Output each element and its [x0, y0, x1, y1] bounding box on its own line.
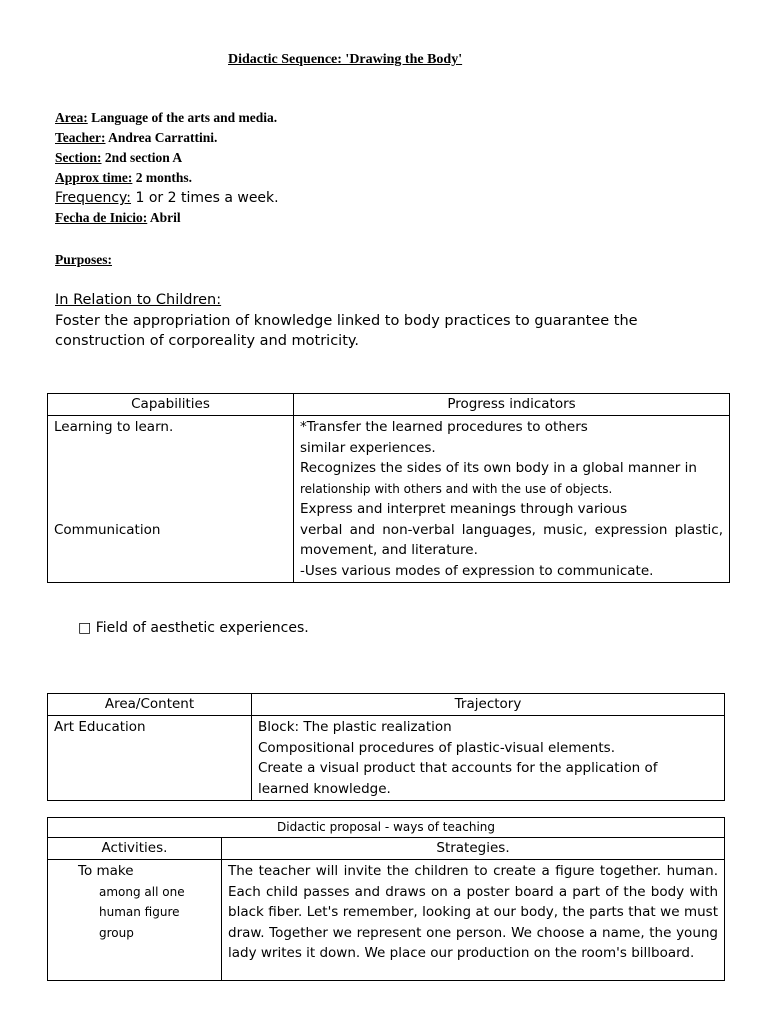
frequency-line: [55, 188, 279, 208]
activities-header: Activities.: [48, 838, 222, 860]
capabilities-cell: [48, 416, 294, 583]
teacher-line: [55, 128, 217, 148]
relation-text: Foster the appropriation of knowledge linked to body practices to guarantee the construction of corporeality and motricity.: [55, 312, 638, 349]
indicator-line: Express and interpret meanings through various: [300, 501, 628, 517]
indicator-line: Recognizes the sides of its own body in a global manner in: [300, 460, 697, 476]
trajectory-cell: [252, 716, 725, 801]
capability-item: Communication: [54, 521, 161, 538]
indicator-line: verbal and non-verbal languages, music, expression plastic, movement, and literature.: [300, 521, 723, 558]
area-content-header: Area/Content: [48, 694, 252, 716]
frequency-value: 1 or 2 times a week.: [131, 190, 279, 206]
activity-line: group: [99, 925, 134, 940]
trajectory-line: Block: The plastic realization: [258, 719, 452, 735]
area-line: [55, 108, 277, 128]
trajectory-header: Trajectory: [252, 694, 725, 716]
checkbox-icon: □: [78, 620, 92, 636]
trajectory-line: Compositional procedures of plastic-visual elements.: [258, 739, 615, 756]
strategies-header: Strategies.: [222, 838, 725, 860]
indicator-line: *Transfer the learned procedures to others: [300, 419, 588, 435]
activity-line: among all one: [99, 884, 185, 899]
time-label: Approx time:: [55, 170, 133, 185]
strategy-text: The teacher will invite the children to create a figure together. human. Each child passes and draws on a poster board a part of the body with black fiber. Let's remember, looking at our body, the parts that we must draw. Together we represent one person. We choose a name, the young lady writes it down. We place our production on the room's billboard.: [228, 863, 718, 961]
area-value: Language of the arts and media.: [87, 110, 278, 125]
document-title: Didactic Sequence: 'Drawing the Body': [228, 52, 463, 67]
field-line: [78, 620, 309, 636]
teacher-label: Teacher:: [55, 130, 106, 145]
activity-line: To make: [78, 863, 134, 879]
capability-item: Learning to learn.: [54, 419, 174, 435]
section-line: [55, 148, 182, 168]
teacher-value: Andrea Carrattini.: [105, 130, 218, 145]
trajectory-line: Create a visual product that accounts for the application of learned knowledge.: [258, 760, 658, 797]
indicator-line: relationship with others and with the use of objects.: [300, 481, 613, 496]
field-text: Field of aesthetic experiences.: [95, 620, 309, 636]
area-cell: [48, 716, 252, 801]
area-label: Area:: [55, 110, 88, 125]
relation-heading: In Relation to Children:: [55, 292, 222, 308]
capabilities-header: Capabilities: [48, 394, 294, 416]
capabilities-table: [47, 393, 730, 583]
progress-indicators-header: Progress indicators: [294, 394, 730, 416]
proposal-table: [47, 817, 725, 981]
area-content-table: [47, 693, 725, 801]
strategies-cell: [222, 860, 725, 981]
indicator-line: similar experiences.: [300, 439, 436, 456]
section-label: Section:: [55, 150, 102, 165]
indicator-line: -Uses various modes of expression to communicate.: [300, 562, 654, 579]
area-item: Art Education: [54, 719, 146, 735]
frequency-label: Frequency:: [55, 190, 132, 206]
activity-line: human figure: [99, 905, 180, 919]
purposes-heading: Purposes:: [55, 252, 112, 267]
activities-cell: [48, 860, 222, 981]
proposal-caption: Didactic proposal - ways of teaching: [48, 818, 725, 838]
start-date-line: [55, 208, 181, 228]
time-line: [55, 168, 192, 188]
time-value: 2 months.: [132, 170, 193, 185]
start-date-label: Fecha de Inicio:: [55, 210, 148, 225]
section-value: 2nd section A: [101, 150, 183, 165]
start-date-value: Abril: [147, 210, 181, 225]
indicators-cell: [294, 416, 730, 583]
relation-block: [55, 290, 675, 352]
